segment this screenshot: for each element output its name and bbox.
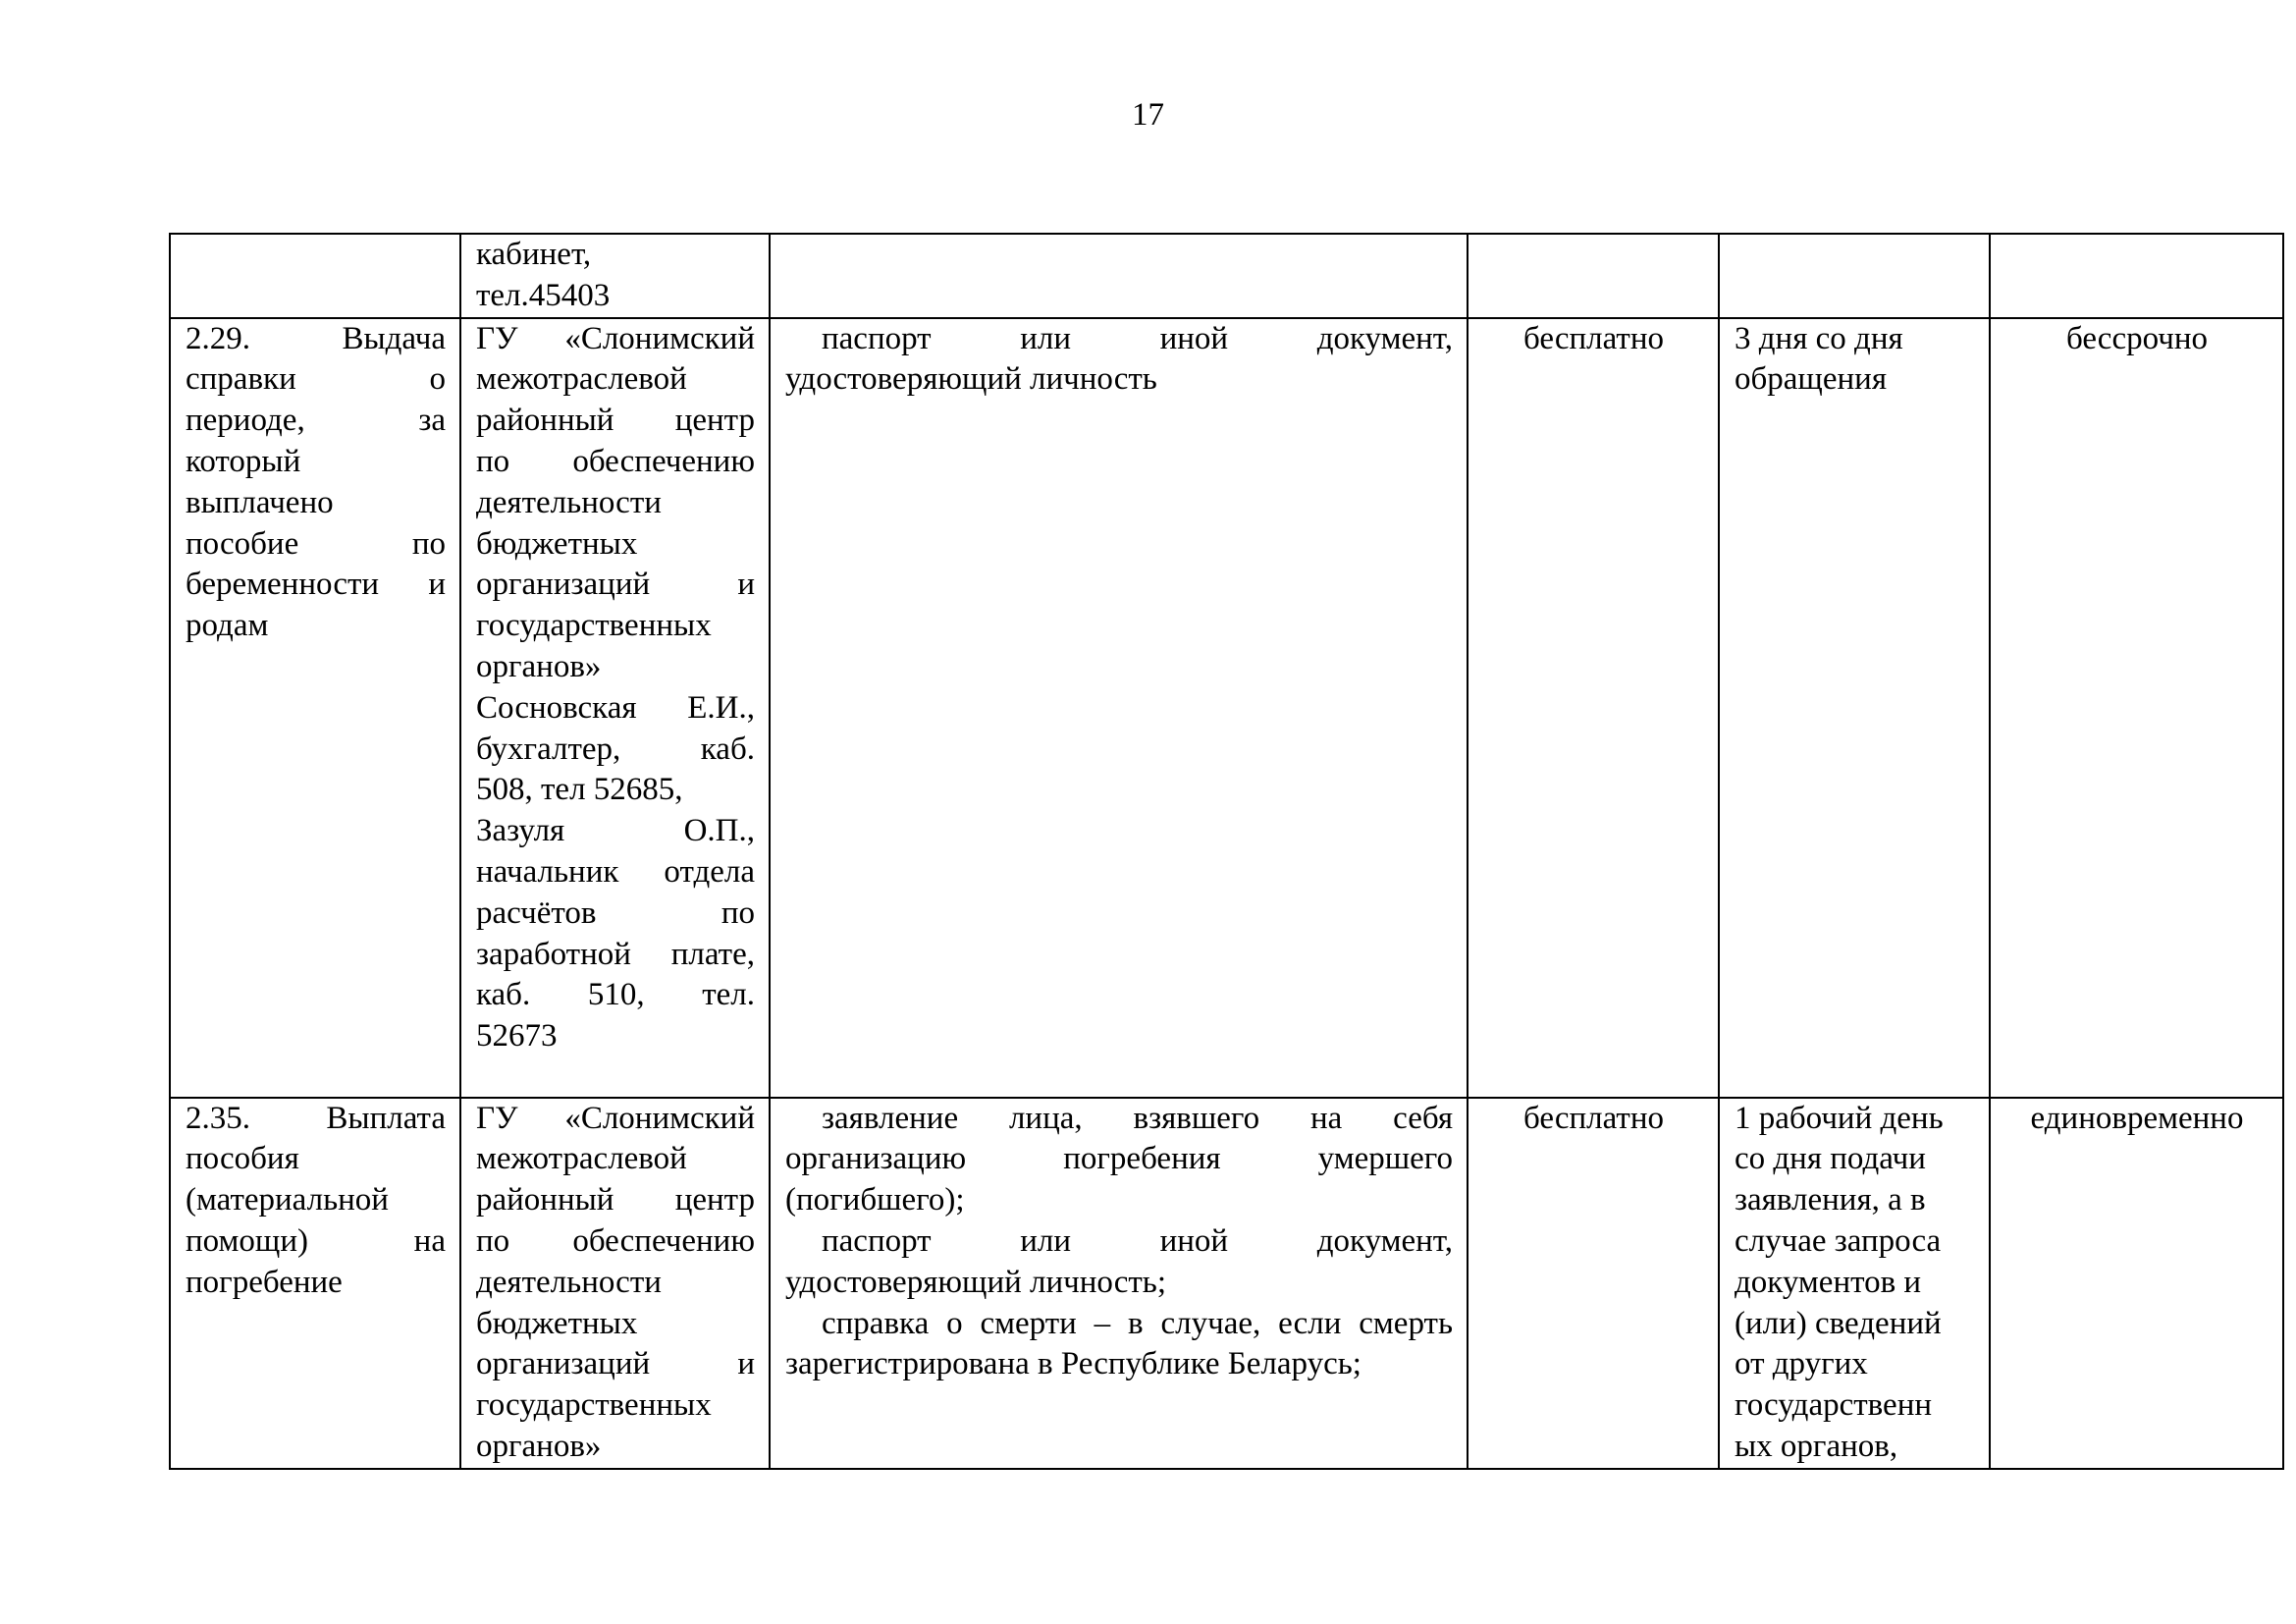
fee-cell bbox=[1468, 234, 1719, 318]
term-line: со дня подачи bbox=[1735, 1141, 1926, 1177]
term-cell bbox=[1719, 318, 1990, 1098]
responsible-line: организаций и bbox=[476, 1346, 755, 1382]
documents-line: удостоверяющий личность bbox=[785, 361, 1157, 398]
procedure-line: помощи) на bbox=[186, 1222, 446, 1259]
procedure-cell bbox=[170, 234, 460, 318]
responsible-line: каб. 510, тел. bbox=[476, 977, 755, 1013]
procedure-line: погребение bbox=[186, 1264, 343, 1300]
responsible-line: районный центр bbox=[476, 403, 755, 439]
procedure-cell bbox=[170, 1098, 460, 1469]
responsible-line: Зазуля О.П., bbox=[476, 813, 755, 849]
table-row bbox=[170, 318, 2283, 1098]
validity-cell: единовременно bbox=[1990, 1098, 2283, 1469]
procedure-line: 2.35. Выплата bbox=[186, 1100, 446, 1136]
documents-line: организацию погребения умершего bbox=[785, 1141, 1453, 1177]
documents-line: заявление лица, взявшего на себя bbox=[822, 1100, 1453, 1136]
procedure-line: родам bbox=[186, 608, 269, 644]
documents-line: паспорт или иной документ, bbox=[822, 320, 1453, 356]
fee-cell: бесплатно bbox=[1468, 318, 1719, 1098]
responsible-line: деятельности bbox=[476, 1264, 662, 1300]
procedure-line: беременности и bbox=[186, 567, 446, 603]
responsible-cell bbox=[460, 1098, 770, 1469]
responsible-line: заработной плате, bbox=[476, 936, 755, 972]
page-number: 17 bbox=[1132, 97, 1164, 133]
documents-cell bbox=[770, 318, 1468, 1098]
responsible-line: ГУ «Слонимский bbox=[476, 320, 755, 356]
documents-line: зарегистрирована в Республике Беларусь; bbox=[785, 1346, 1362, 1382]
term-line: ых органов, bbox=[1735, 1428, 1898, 1464]
procedure-line: (материальной bbox=[186, 1182, 389, 1218]
term-cell bbox=[1719, 234, 1990, 318]
responsible-line: тел.45403 bbox=[476, 277, 611, 313]
procedure-line: который bbox=[186, 443, 301, 479]
procedure-line: 2.29. Выдача bbox=[186, 320, 446, 356]
procedure-line: справки о bbox=[186, 361, 446, 398]
responsible-line: Сосновская Е.И., bbox=[476, 689, 755, 726]
term-line: государственн bbox=[1735, 1387, 1933, 1424]
term-line: 3 дня со дня bbox=[1735, 320, 1903, 356]
term-line: обращения bbox=[1735, 361, 1887, 398]
services-table bbox=[169, 233, 2284, 1470]
responsible-line: районный центр bbox=[476, 1182, 755, 1218]
responsible-line: 52673 bbox=[476, 1018, 558, 1055]
documents-line: (погибшего); bbox=[785, 1182, 965, 1218]
responsible-line: деятельности bbox=[476, 484, 662, 520]
documents-cell bbox=[770, 234, 1468, 318]
fee-cell: бесплатно bbox=[1468, 1098, 1719, 1469]
responsible-line: бюджетных bbox=[476, 1305, 638, 1341]
validity-cell bbox=[1990, 234, 2283, 318]
term-line: заявления, а в bbox=[1735, 1182, 1926, 1218]
procedure-line: выплачено bbox=[186, 484, 334, 520]
documents-line: справка о смерти – в случае, если смерть bbox=[822, 1305, 1453, 1341]
procedure-line: периоде, за bbox=[186, 403, 446, 439]
responsible-line: государственных bbox=[476, 1387, 712, 1424]
term-cell bbox=[1719, 1098, 1990, 1469]
term-line: от других bbox=[1735, 1346, 1868, 1382]
responsible-line: 508, тел 52685, bbox=[476, 772, 683, 808]
procedure-line: пособие по bbox=[186, 525, 446, 562]
responsible-line: межотраслевой bbox=[476, 1141, 687, 1177]
table-row bbox=[170, 1098, 2283, 1469]
responsible-line: по обеспечению bbox=[476, 1222, 755, 1259]
documents-cell bbox=[770, 1098, 1468, 1469]
responsible-line: ГУ «Слонимский bbox=[476, 1100, 755, 1136]
procedure-line: пособия bbox=[186, 1141, 299, 1177]
table-row bbox=[170, 234, 2283, 318]
responsible-line: по обеспечению bbox=[476, 443, 755, 479]
responsible-line: бухгалтер, каб. bbox=[476, 731, 755, 767]
responsible-cell bbox=[460, 234, 770, 318]
term-line: (или) сведений bbox=[1735, 1305, 1942, 1341]
responsible-line: начальник отдела bbox=[476, 853, 755, 890]
responsible-line: организаций и bbox=[476, 567, 755, 603]
responsible-line: расчётов по bbox=[476, 894, 755, 931]
responsible-line: органов» bbox=[476, 1428, 602, 1464]
documents-line: паспорт или иной документ, bbox=[822, 1222, 1453, 1259]
documents-line: удостоверяющий личность; bbox=[785, 1264, 1167, 1300]
responsible-line: кабинет, bbox=[476, 237, 592, 272]
responsible-line: органов» bbox=[476, 648, 602, 684]
validity-cell: бессрочно bbox=[1990, 318, 2283, 1098]
term-line: случае запроса bbox=[1735, 1222, 1942, 1259]
term-line: документов и bbox=[1735, 1264, 1922, 1300]
responsible-line: государственных bbox=[476, 608, 712, 644]
responsible-line: бюджетных bbox=[476, 525, 638, 562]
responsible-cell bbox=[460, 318, 770, 1098]
responsible-line: межотраслевой bbox=[476, 361, 687, 398]
term-line: 1 рабочий день bbox=[1735, 1100, 1944, 1136]
procedure-cell bbox=[170, 318, 460, 1098]
